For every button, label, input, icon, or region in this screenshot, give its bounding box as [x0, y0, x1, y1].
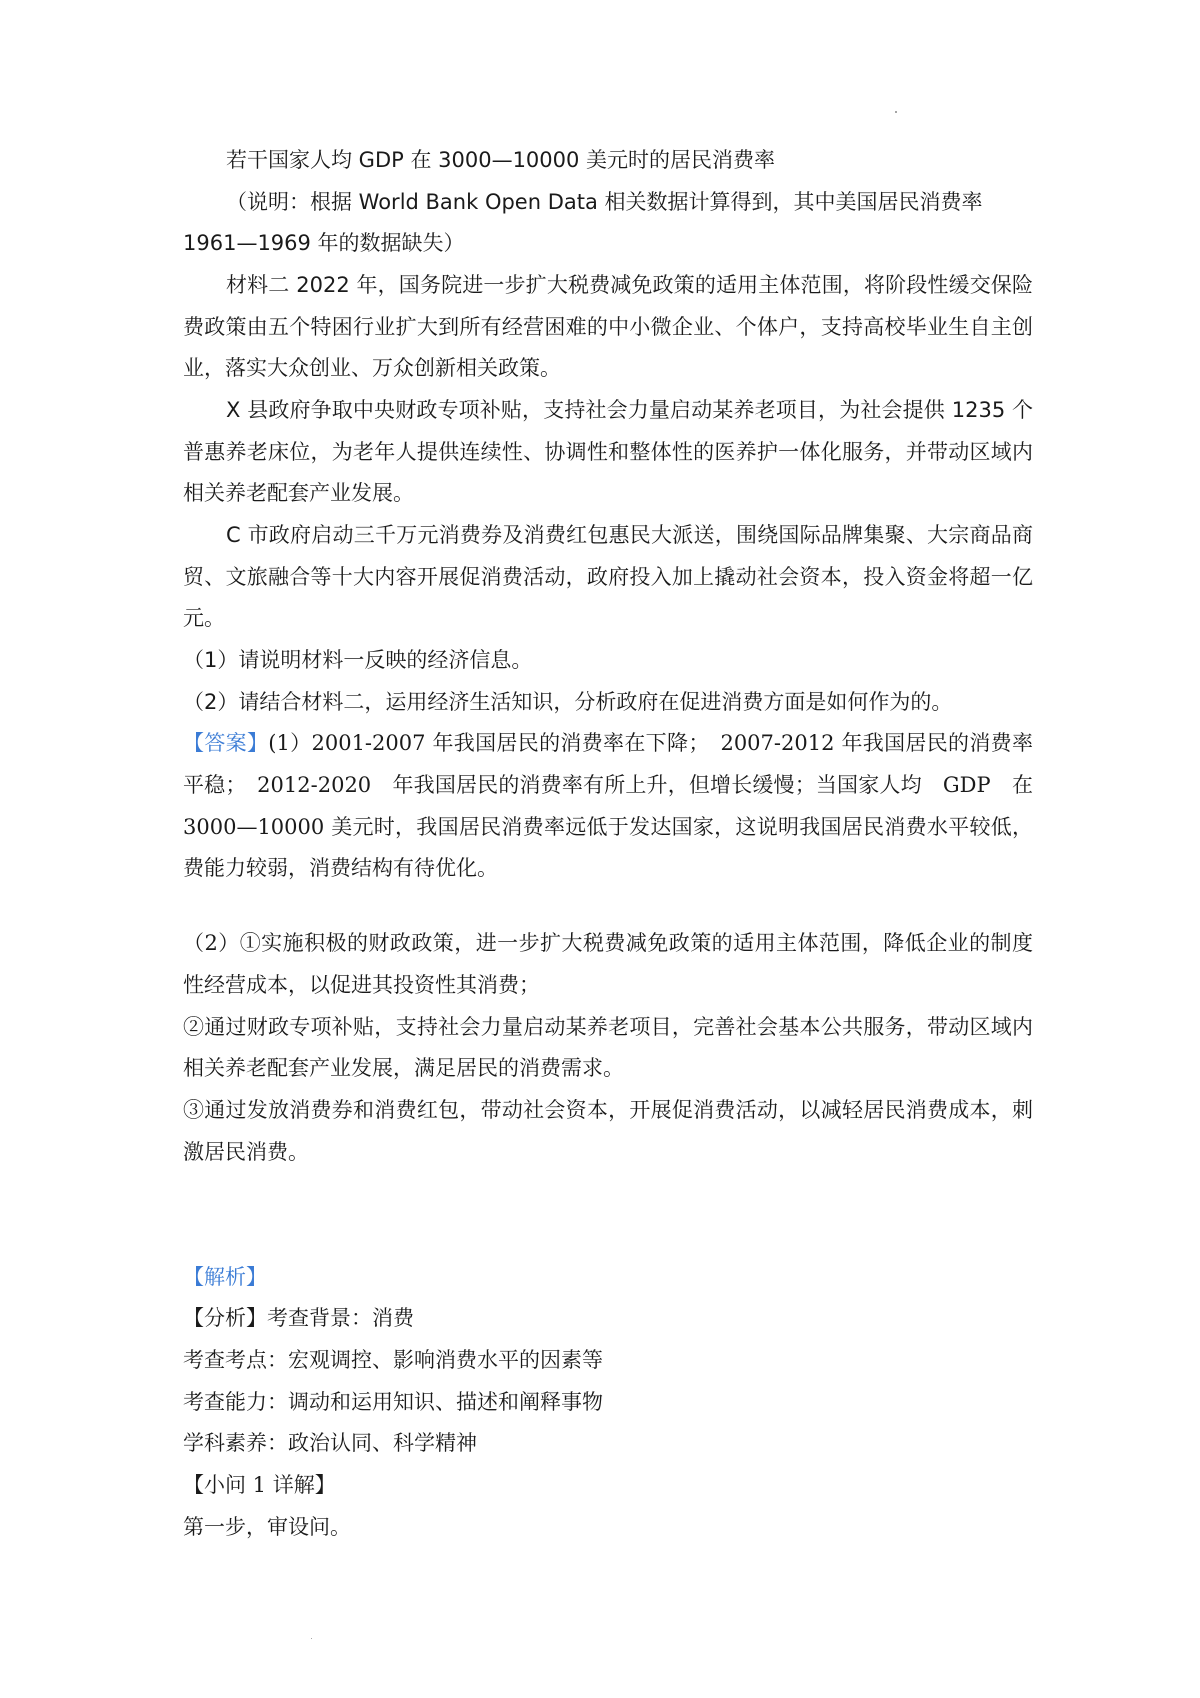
question-2: （2）请结合材料二，运用经济生活知识，分析政府在促进消费方面是如何作为的。	[183, 690, 953, 714]
analysis-line-5: 第一步，审设问。	[183, 1515, 351, 1539]
answer-q2-line-4: 相关养老配套产业发展，满足居民的消费需求。	[183, 1056, 624, 1080]
material-two-p3-line-2: 贸、文旅融合等十大内容开展促消费活动，政府投入加上撬动社会资本，投入资金将超一亿	[183, 565, 1033, 589]
material-two-p1-line-3: 业，落实大众创业、万众创新相关政策。	[183, 356, 561, 380]
material-two-p1-line-2: 费政策由五个特困行业扩大到所有经营困难的中小微企业、个体户，支持高校毕业生自主创	[183, 315, 1033, 339]
answer-q2-line-3: ②通过财政专项补贴，支持社会力量启动某养老项目，完善社会基本公共服务，带动区域内	[183, 1015, 1033, 1039]
analysis-line-1: 考查考点：宏观调控、影响消费水平的因素等	[183, 1348, 603, 1372]
answer-q1-line-4: 费能力较弱，消费结构有待优化。	[183, 856, 498, 880]
fenxi-tag: 【分析】	[183, 1306, 267, 1330]
answer-q1-line-2: 平稳； 2012-2020 年我国居民的消费率有所上升，但增长缓慢；当国家人均 GDP 在	[183, 773, 1033, 797]
answer-q2-line-1: （2）①实施积极的财政政策，进一步扩大税费减免政策的适用主体范围，降低企业的制度	[183, 931, 1033, 955]
answer-tag: 【答案】	[183, 731, 269, 755]
chart-note-line-2: 1961—1969 年的数据缺失）	[183, 231, 465, 255]
answer-q1-first-text: (1）2001-2007 年我国居民的消费率在下降； 2007-2012 年我国居民的消费率	[268, 731, 1033, 755]
answer-q2-line-6: 激居民消费。	[183, 1140, 309, 1164]
answer-q2-line-2: 性经营成本，以促进其投资性其消费；	[183, 973, 540, 997]
question-1: （1）请说明材料一反映的经济信息。	[183, 648, 533, 672]
answer-q1-line-3: 3000—10000 美元时，我国居民消费率远低于发达国家，这说明我国居民消费水平较低，	[183, 815, 1033, 839]
fenxi-text: 考查背景：消费	[267, 1306, 414, 1330]
scan-speck	[311, 1638, 312, 1639]
analysis-line-3: 学科素养：政治认同、科学精神	[183, 1431, 477, 1455]
chart-note-line-1: （说明：根据 World Bank Open Data 相关数据计算得到，其中美国居民消费率	[226, 190, 983, 214]
material-two-p3-line-3: 元。	[183, 606, 225, 630]
analysis-fenxi-line	[183, 1304, 1033, 1332]
material-two-p2-line-1: X 县政府争取中央财政专项补贴，支持社会力量启动某养老项目，为社会提供 1235 个	[226, 398, 1033, 422]
answer-q1-line-1	[183, 729, 1033, 757]
material-two-p2-line-2: 普惠养老床位，为老年人提供连续性、协调性和整体性的医养护一体化服务，并带动区域内	[183, 440, 1033, 464]
analysis-line-4: 【小问 1 详解】	[183, 1473, 336, 1497]
material-two-p2-line-3: 相关养老配套产业发展。	[183, 481, 414, 505]
analysis-line-2: 考查能力：调动和运用知识、描述和阐释事物	[183, 1390, 603, 1414]
analysis-tag-text: 【解析】	[183, 1265, 267, 1289]
chart-caption: 若干国家人均 GDP 在 3000—10000 美元时的居民消费率	[226, 148, 776, 172]
answer-q2-line-5: ③通过发放消费券和消费红包，带动社会资本，开展促消费活动，以减轻居民消费成本，刺	[183, 1098, 1033, 1122]
material-two-p1-line-1: 材料二 2022 年，国务院进一步扩大税费减免政策的适用主体范围，将阶段性缓交保险	[226, 273, 1033, 297]
scan-speck	[895, 111, 897, 113]
analysis-tag	[183, 1263, 1033, 1291]
material-two-p3-line-1: C 市政府启动三千万元消费券及消费红包惠民大派送，围绕国际品牌集聚、大宗商品商	[226, 523, 1033, 547]
